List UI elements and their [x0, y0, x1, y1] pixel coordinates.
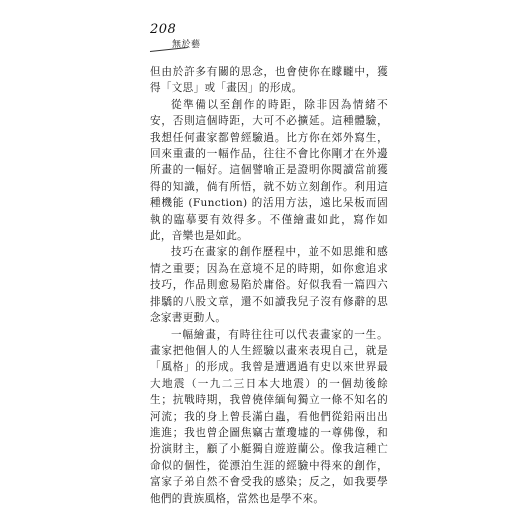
paragraph-4: 一幅繪畫，有時往往可以代表畫家的一生。畫家把他個人的人生經驗以畫來表現自己，就是「風格」的形成。我曾是遭遇過有史以來世界最大地震（一九二三日本大地震）的一個劫後餘生；抗戰時期，我曾僥倖緬甸獨立一條不知名的河流；我的身上曾長滿白蟲，看他們從鉛兩出出進進；我也曾企圖焦竊古董瓊墟的一尊佛像，和扮演財主，顧了小艇獨自遊遊蘭公。像我這種亡命似的個性，從漂泊生涯的經驗中得來的創作，富家子弟自然不會受我的感染；反之，如我要學他們的貴族風格，當然也是學不來。 [150, 328, 388, 505]
running-title: 無於藝 [172, 40, 201, 50]
page-header [150, 22, 360, 62]
body-text [150, 64, 388, 507]
page-number: 208 [150, 22, 177, 37]
paragraph-3: 技巧在畫家的創作歷程中，並不如思維和感情之重要；因為在意境不足的時期，如你愈追求技巧，作品則愈易陷於庸俗。好似我看一篇四六排驕的八股文章，還不如讀我兒子沒有修辭的思念家書更動人。 [150, 246, 388, 325]
paragraph-1: 但由於許多有關的思念，也會使你在矇矓中，獲得「文思」或「畫因」的形成。 [150, 66, 388, 95]
paragraph-2: 從準備以至創作的時距，除非因為情緒不安，否則這個時距，大可不必擴延。這種體驗，我想任何畫家都曾經驗過。比方你在郊外寫生，回來重畫的一幅作品，往往不會比你剛才在外邊所畫的一幅好。這個譬喻正是證明你閱讀當前獲得的知識，倘有所悟，就不妨立刻創作。利用這種機能 (Function) 的活用方法，遠比呆板而固執的臨摹要有效得多。不僅繪畫如此，寫作如此，音樂也是如此。 [150, 98, 388, 243]
